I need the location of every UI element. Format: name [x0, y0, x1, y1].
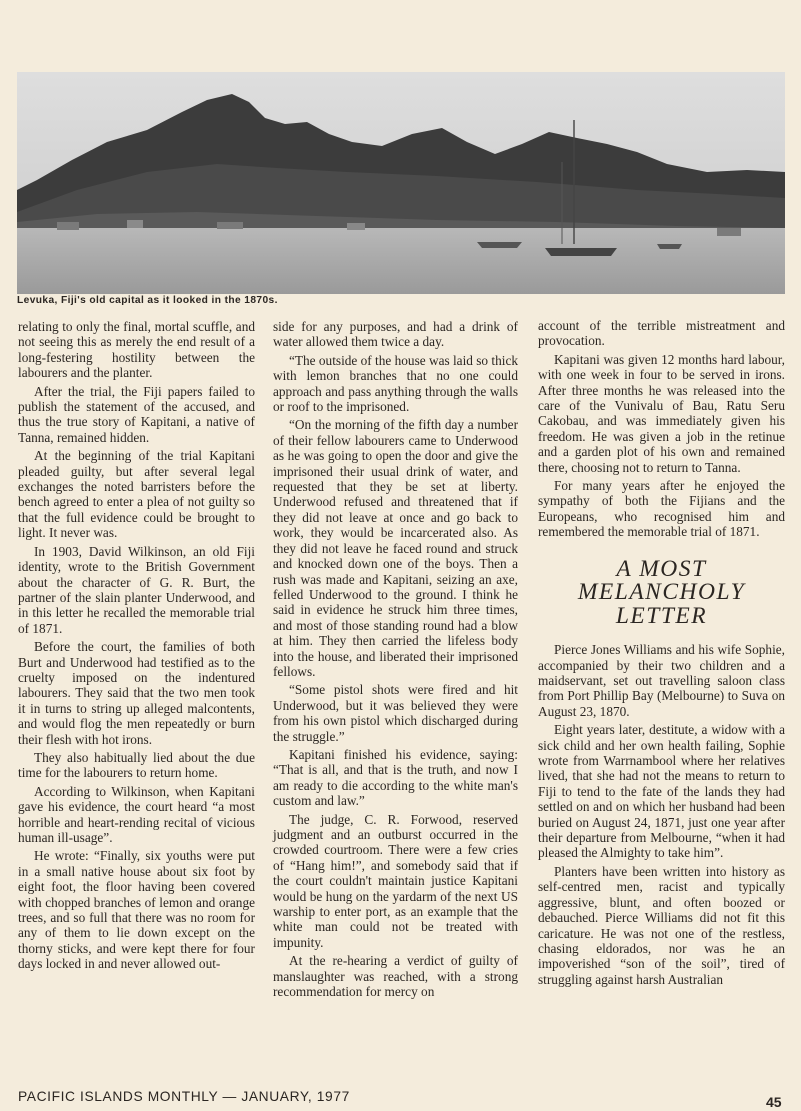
paragraph: Pierce Jones Williams and his wife Sophie, accompanied by their two children and a maidservant, set out travelling saloon class from Port Phillip Bay (Melbourne) to Suva on August 23, 1870. — [538, 642, 785, 719]
paragraph: They also habitually lied about the due time for the labourers to return home. — [18, 749, 255, 781]
paragraph: Before the court, the families of both Burt and Underwood had testified as to the cruelty imposed on the indentured labourers. They said that the two men took it in turns to string up alleged malcontents, and would flog the men repeatedly or burn their flesh with hot irons. — [18, 639, 255, 747]
paragraph: account of the terrible mistreatment and provocation. — [538, 318, 785, 349]
paragraph: Planters have been written into history as self-centred men, racist and typically aggressive, blunt, and often boozed or debauched. Pierce Williams did not fit this caricature. He was not one of the restless, chasing eldorados, nor was he an impoverished “son of the soil”, tired of struggling against harsh Australian — [538, 863, 785, 987]
paragraph: “The outside of the house was laid so thick with lemon branches that no one could approach and pass anything through the walls or roof to the imprisoned. — [273, 352, 518, 415]
section-heading — [538, 555, 785, 629]
paragraph: According to Wilkinson, when Kapitani gave his evidence, the court heard “a most horrible and heart-rending recital of vicious human ill-usage”. — [18, 783, 255, 845]
paragraph: In 1903, David Wilkinson, an old Fiji identity, wrote to the British Government about the character of G. R. Burt, the partner of the slain planter Underwood, and in this letter he recalled the memorable trial of 1871. — [18, 543, 255, 636]
photo-caption: Levuka, Fiji's old capital as it looked in the 1870s. — [17, 295, 278, 306]
heading-line: MELANCHOLY — [577, 579, 746, 606]
paragraph: For many years after he enjoyed the sympathy of both the Fijians and the Europeans, who recognised him and remembered the memorable trial of 1871. — [538, 478, 785, 540]
article-column-2 — [273, 319, 518, 1002]
paragraph: Eight years later, destitute, a widow with a sick child and her own health failing, Sophie wrote from Warrnambool where her relatives lived, that she had not the means to return to Fiji to tend to the fate of the lands they had settled on and on which her husband had been buried on August 24, 1871, just one year after their departure from Melbourne, “when it had pleased the Almighty to take him”. — [538, 722, 785, 861]
paragraph: The judge, C. R. Forwood, reserved judgment and an outburst occurred in the crowded courtroom. There were a few cries of “Hang him!”, and somebody said that if the court couldn't maintain justice Kapitani would be hung on the yardarm of the next US warship to enter port, as an example that the white man could not be treated with impunity. — [273, 811, 518, 950]
article-column-3 — [538, 318, 785, 990]
paragraph: At the re-hearing a verdict of guilty of manslaughter was reached, with a strong recommendation for mercy on — [273, 953, 518, 1000]
heading-line: A MOST — [616, 555, 707, 582]
paragraph: side for any purposes, and had a drink of water allowed them twice a day. — [273, 319, 518, 350]
paragraph: He wrote: “Finally, six youths were put in a small native house about six foot by eight foot, the floor having been covered with chopped branches of lemon and orange trees, and so full that there was no room for any of them to lie down except on the thorny sticks, and were kept there for four days locked in and never allowed out- — [18, 848, 255, 972]
heading-line: LETTER — [615, 602, 708, 629]
paragraph: At the beginning of the trial Kapitani pleaded guilty, but after several legal exchanges the noted barristers before the bench agreed to enter a plea of not guilty so that the full evidence could be brought to light. It never was. — [18, 448, 255, 541]
levuka-photo — [17, 72, 785, 294]
paragraph: After the trial, the Fiji papers failed to publish the statement of the accused, and thus the true story of Kapitani, a native of Tanna, remained hidden. — [18, 383, 255, 445]
page-number: 45 — [766, 1094, 782, 1110]
publication-footer: PACIFIC ISLANDS MONTHLY — JANUARY, 1977 — [18, 1089, 350, 1104]
paragraph: relating to only the final, mortal scuffle, and not seeing this as merely the end result of a long-festering hostility between the labourers and the planter. — [18, 319, 255, 381]
article-column-1 — [18, 319, 255, 975]
paragraph: “Some pistol shots were fired and hit Underwood, but it was believed they were from his own pistol which discharged during the struggle.” — [273, 682, 518, 744]
paragraph: Kapitani finished his evidence, saying: “That is all, and that is the truth, and now I am ready to die according to the white man's custom and law.” — [273, 746, 518, 809]
paragraph: “On the morning of the fifth day a number of their fellow labourers came to Underwood as he was going to open the door and give the imprisoned their usual drink of water, and requested that they be set at liberty. Underwood refused and threatened that if they did not leave at once and go back to work, they would be incarcerated also. As they did not leave he faced round and struck and knocked down one of the boys. Then a rush was made and Kapitani, seizing an axe, felled Underwood to the ground. I think he said in evidence he struck him three times, and most of those standing round had a blow at him. They then carried the lifeless body into the house, and liberated their imprisoned fellows. — [273, 417, 518, 679]
paragraph: Kapitani was given 12 months hard labour, with one week in four to be served in irons. After three months he was released into the care of the Vunivalu of Bau, Ratu Seru Cakobau, and was immediately given his freedom. He was given a job in the retinue and a garden plot of his own and remained there, choosing not to return to Tanna. — [538, 351, 785, 475]
